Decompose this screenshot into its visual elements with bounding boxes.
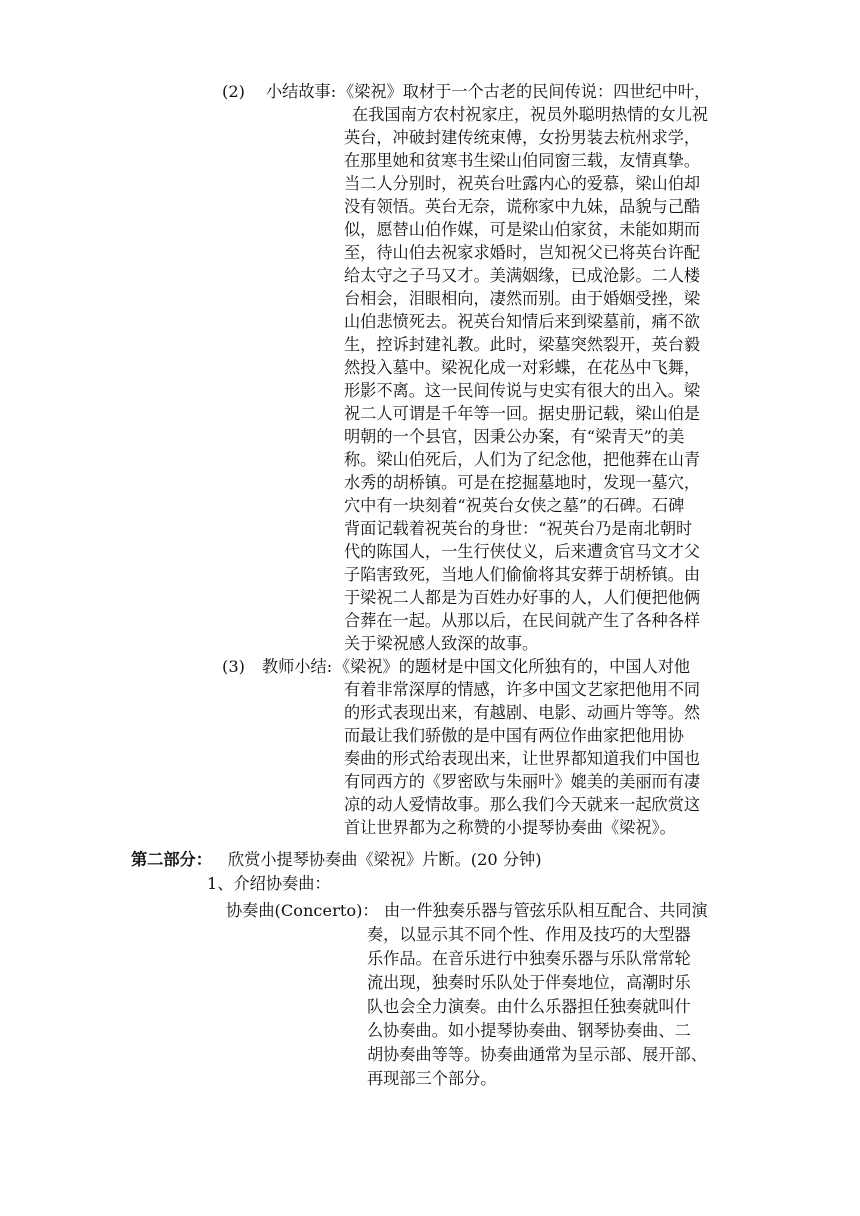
text-line: 合葬在一起。从那以后，在民间就产生了各种各样	[344, 611, 701, 630]
text-line: 有着非常深厚的情感，许多中国文艺家把他用不同	[344, 680, 701, 699]
text-line: 生，控诉封建礼教。此时，梁墓突然裂开，英台毅	[344, 335, 701, 354]
text-line: 山伯悲愤死去。祝英台知情后来到梁墓前，痛不欲	[344, 312, 701, 331]
item-3-label: 教师小结:	[262, 657, 333, 676]
item-3-number: (3)	[222, 657, 245, 676]
text-line: 《梁祝》取材于一个古老的民间传说：四世纪中叶，	[338, 82, 711, 101]
text-line: 子陷害致死，当地人们偷偷将其安葬于胡桥镇。由	[344, 565, 701, 584]
text-line: 《梁祝》的题材是中国文化所独有的，中国人对他	[334, 657, 691, 676]
text-line: 队也会全力演奏。由什么乐器担任独奏就叫什	[367, 997, 691, 1016]
text-line: 奏，以显示其不同个性、作用及技巧的大型器	[367, 925, 691, 944]
text-line: 代的陈国人，一生行侠仗义，后来遭贪官马文才父	[344, 542, 701, 561]
text-line: 背面记载着祝英台的身世：“祝英台乃是南北朝时	[344, 519, 693, 538]
item-2-label: 小结故事:	[266, 82, 337, 101]
part-2-label: 第二部分：	[131, 850, 212, 869]
text-line: 而最让我们骄傲的是中国有两位作曲家把他用协	[344, 726, 684, 745]
text-line: 再现部三个部分。	[367, 1069, 497, 1088]
text-line: 胡协奏曲等等。协奏曲通常为呈示部、展开部、	[367, 1045, 707, 1064]
text-line: 台相会，泪眼相向，凄然而别。由于婚姻受挫，梁	[344, 289, 701, 308]
text-line: 于梁祝二人都是为百姓办好事的人，人们便把他俩	[344, 588, 701, 607]
text-line: 奏曲的形式给表现出来，让世界都知道我们中国也	[344, 749, 701, 768]
text-line: 给太守之子马又才。美满姻缘，已成沧影。二人楼	[344, 266, 701, 285]
text-line: 在那里她和贫寒书生梁山伯同窗三载，友情真挚。	[344, 151, 701, 170]
text-line: 有同西方的《罗密欧与朱丽叶》媲美的美丽而有凄	[344, 772, 701, 791]
concerto-term: 协奏曲(Concerto)：	[226, 901, 379, 920]
text-line: 形影不离。这一民间传说与史实有很大的出入。梁	[344, 381, 701, 400]
section-1-heading: 1、介绍协奏曲：	[207, 874, 331, 893]
text-line: 首让世界都为之称赞的小提琴协奏曲《梁祝》。	[344, 818, 676, 837]
text-line: 么协奏曲。如小提琴协奏曲、钢琴协奏曲、二	[367, 1021, 691, 1040]
text-line: 水秀的胡桥镇。可是在挖掘墓地时，发现一墓穴，	[344, 473, 701, 492]
text-line: 祝二人可谓是千年等一回。据史册记载，梁山伯是	[344, 404, 701, 423]
text-line: 穴中有一块刻着“祝英台女侠之墓”的石碑。石碑	[344, 496, 685, 515]
text-line: 没有领悟。英台无奈，谎称家中九妹，品貌与己酷	[344, 197, 701, 216]
text-line: 关于梁祝感人致深的故事。	[344, 634, 539, 653]
text-line: 的形式表现出来，有越剧、电影、动画片等等。然	[344, 703, 701, 722]
text-line: 然投入墓中。梁祝化成一对彩蝶，在花丛中飞舞，	[344, 358, 701, 377]
item-2-number: (2)	[222, 82, 245, 101]
text-line: 流出现，独奏时乐队处于伴奏地位，高潮时乐	[367, 973, 691, 992]
text-line: 明朝的一个县官，因秉公办案，有“梁青天”的美	[344, 427, 685, 446]
text-line: 至，待山伯去祝家求婚时，岂知祝父已将英台许配	[344, 243, 701, 262]
text-line: 乐作品。在音乐进行中独奏乐器与乐队常常轮	[367, 949, 691, 968]
text-line: 凉的动人爱情故事。那么我们今天就来一起欣赏这	[344, 795, 701, 814]
text-line: 在我国南方农村祝家庄，祝员外聪明热情的女儿祝	[352, 105, 709, 124]
text-line: 由一件独奏乐器与管弦乐队相互配合、共同演	[384, 901, 708, 920]
part-2-title: 欣赏小提琴协奏曲《梁祝》片断。(20 分钟)	[228, 850, 542, 869]
text-line: 称。梁山伯死后，人们为了纪念他，把他葬在山青	[344, 450, 701, 469]
text-line: 英台，冲破封建传统束傅，女扮男装去杭州求学，	[344, 128, 701, 147]
text-line: 当二人分别时，祝英台吐露内心的爱慕，梁山伯却	[344, 174, 701, 193]
text-line: 似，愿替山伯作媒，可是梁山伯家贫，未能如期而	[344, 220, 701, 239]
